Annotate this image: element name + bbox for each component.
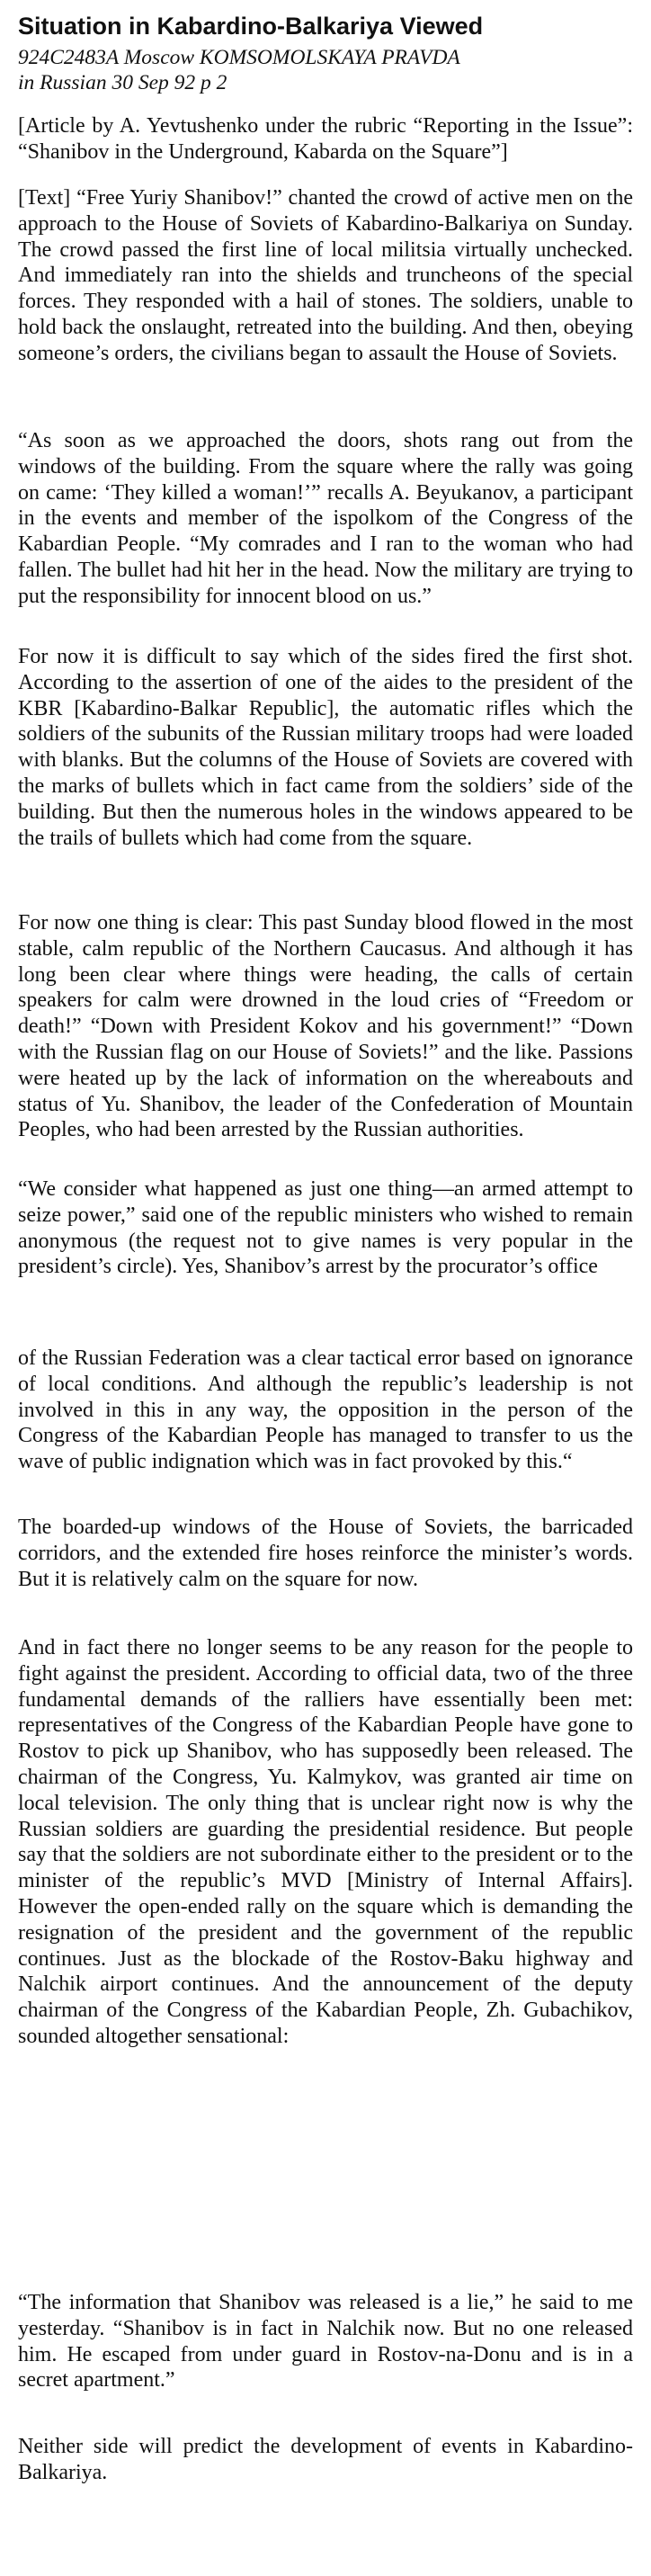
paragraph-first-shot: For now it is difficult to say which of the sides fired the first shot. According to the assertion of one of the aides to the president of the KBR [Kabardino-Balkar Republic], the automatic rifles which the soldiers of the subunits of the Russian military troops had were loaded with blanks. But the columns of the House of Soviets are covered with the marks of bullets which in fact came from the soldiers’ side of the building. But then the numerous holes in the windows appeared to be the trails of bullets which had come from the square. <box>18 645 633 850</box>
paragraph-quote-lie: “The information that Shanibov was released is a lie,” he said to me yesterday. “Shanibov is in fact in Nalchik now. But no one released him. He escaped from under guard in Rostov-na-Donu and is in a secret apartment.” <box>18 2291 633 2393</box>
paragraph-rubric: [Article by A. Yevtushenko under the rubric “Reporting in the Issue”: “Shanibov in the Underground, Kabarda on the Square”] <box>18 114 633 164</box>
paragraph-boarded-up: The boarded-up windows of the House of Soviets, the barricaded corridors, and the extended fire hoses reinforce the minister’s words. But it is relatively calm on the square for now. <box>18 1516 633 1591</box>
paragraph-crowd: [Text] “Free Yuriy Shanibov!” chanted the crowd of active men on the approach to the House of Soviets of Kabardino-Balkariya on Sunday. The crowd passed the first line of local militsia virtually unchecked. And immediately ran into the shields and truncheons of the special forces. They responded with a hail of stones. The soldiers, unable to hold back the onslaught, retreated into the building. And then, obeying someone’s orders, the civilians began to assault the House of Soviets. <box>18 186 633 365</box>
paragraph-tactical-error: of the Russian Federation was a clear tactical error based on ignorance of local conditions. And although the republic’s leadership is not involved in this in any way, the opposition in the person of the Congress of the Kabardian People has managed to transfer to us the wave of public indignation which was in fact provoked by this.“ <box>18 1346 633 1474</box>
paragraph-blood-flowed: For now one thing is clear: This past Sunday blood flowed in the most stable, calm republic of the Northern Caucasus. And although it has long been clear where things were heading, the calls of certain speakers for calm were drowned in the loud cries of “Freedom or death!” “Down with President Kokov and his government!” “Down with the Russian flag on our House of Soviets!” and the like. Passions were heated up by the lack of information on the whereabouts and status of Yu. Shanibov, the leader of the Confederation of Mountain Peoples, who had been arrested by the Russian authorities. <box>18 911 633 1142</box>
paragraph-demands: And in fact there no longer seems to be any reason for the people to fight against the president. According to official data, two of the three fundamental demands of the ralliers have essentially been met: representatives of the Congress of the Kabardian People have gone to Rostov to pick up Shanibov, who has supposedly been released. The chairman of the Congress, Yu. Kalmykov, was granted air time on local television. The only thing that is unclear right now is why the Russian soldiers are guarding the presidential residence. But people say that the soldiers are not subordinate either to the president or to the minister of the republic’s MVD [Ministry of Internal Affairs]. However the open-ended rally on the square which is demanding the resignation of the president and the government of the republic continues. Just as the blockade of the Rostov-Baku highway and Nalchik airport continues. And the announcement of the deputy chairman of the Congress of the Kabardian People, Zh. Gubachikov, sounded altogether sensational: <box>18 1636 633 2048</box>
byline-source: 924C2483A Moscow KOMSOMOLSKAYA PRAVDA <box>18 46 460 69</box>
paragraph-minister: “We consider what happened as just one thing—an armed attempt to seize power,” said one of the republic ministers who wished to remain anonymous (the request not to give names is very popular in the president’s circle). Yes, Shanibov’s arrest by the procurator’s office <box>18 1177 633 1279</box>
paragraph-closing: Neither side will predict the development of events in Kabardino-Balkariya. <box>18 2435 633 2484</box>
byline-date: in Russian 30 Sep 92 p 2 <box>18 71 227 94</box>
paragraph-shots: “As soon as we approached the doors, shots rang out from the windows of the building. From the square where the rally was going on came: ‘They killed a woman!’” recalls A. Beyukanov, a participant in the events and member of the ispolkom of the Congress of the Kabardian People. “My comrades and I ran to the woman who had fallen. The bullet had hit her in the head. Now the military are trying to put the responsibility for innocent blood on us.” <box>18 429 633 608</box>
article-headline: Situation in Kabardino-Balkariya Viewed <box>18 13 484 40</box>
